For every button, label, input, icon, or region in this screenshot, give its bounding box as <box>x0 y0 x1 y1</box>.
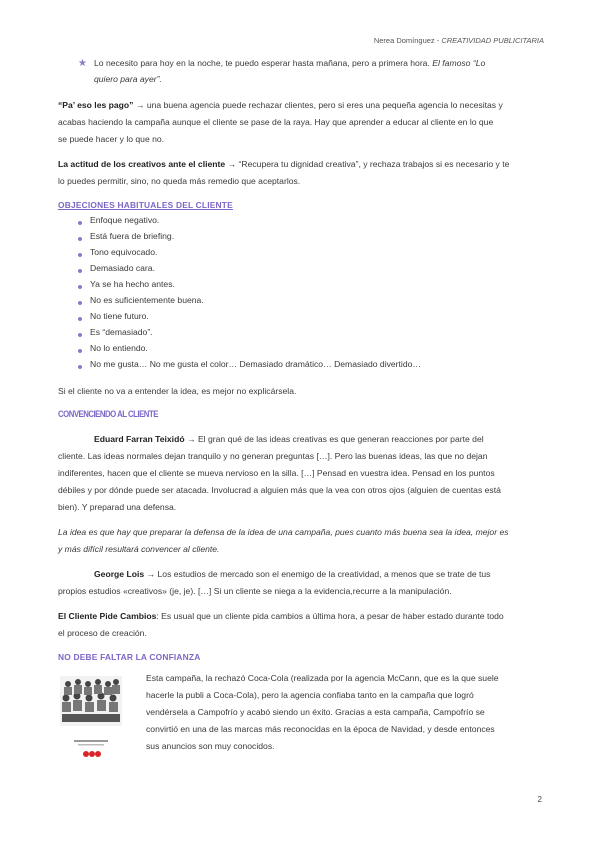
list-item: Es “demasiado”. <box>90 327 153 337</box>
bullet-icon <box>78 317 82 321</box>
list-item: Demasiado cara. <box>90 263 155 273</box>
list-item: Está fuera de briefing. <box>90 231 175 241</box>
farran-line2: cliente. Las ideas normales dejan tranquilo y no generan preguntas […]. Pero las buenas ideas, las que no dejan <box>58 451 488 461</box>
cambios-line1: El Cliente Pide Cambios: Es usual que un cliente pida cambios a última hora, a pesar de haber estado durante todo <box>58 611 504 621</box>
list-item: Ya se ha hecho antes. <box>90 279 175 289</box>
star-item-line1: Lo necesito para hoy en la noche, te puedo esperar hasta mañana, pero a primera hora. El famoso “Lo <box>94 58 486 68</box>
pa-eso-line3: se puede hacer y lo que no. <box>58 134 165 144</box>
running-header <box>374 36 544 45</box>
star-item-line2: quiero para ayer”. <box>94 74 162 84</box>
confianza-line1: Esta campaña, la rechazó Coca-Cola (realizada por la agencia McCann, que es la que suele <box>146 673 499 683</box>
actitud-line2: lo puedes permitir, sino, no queda más remedio que aceptarlos. <box>58 176 301 186</box>
bullet-icon <box>78 269 82 273</box>
farran-line1: Eduard Farran Teixidó → El gran qué de las ideas creativas es que generan reacciones por parte del <box>94 434 484 444</box>
list-item: No lo entiendo. <box>90 343 148 353</box>
bullet-icon <box>78 333 82 337</box>
bullet-icon <box>78 221 82 225</box>
star-icon: ★ <box>78 58 87 69</box>
italic-summary-line1: La idea es que hay que preparar la defensa de la idea de una campaña, pues cuanto más buena sea la idea, mejor es <box>58 527 509 537</box>
header-subject: CREATIVIDAD PUBLICITARIA <box>441 36 544 45</box>
page-number: 2 <box>537 795 542 804</box>
star-bullet-item <box>78 55 87 72</box>
confianza-line5: sus anuncios son muy conocidos. <box>146 741 275 751</box>
campaign-poster-image <box>58 668 124 762</box>
header-author: Nerea Domínguez - <box>373 36 442 45</box>
bullet-icon <box>78 253 82 257</box>
farran-line3: indiferentes, hacen que el cliente se mueva nervioso en la silla. […] Pensad en vuestra idea. Pensad en los puntos <box>58 468 495 478</box>
bullet-icon <box>78 301 82 305</box>
bullet-icon <box>78 365 82 369</box>
bullet-icon <box>78 285 82 289</box>
section-heading-convenciendo: CONVENCIENDO AL CLIENTE <box>58 409 158 420</box>
confianza-line2: hacerle la publi a Coca-Cola), pero la agencia confiaba tanto en la campaña que logró <box>146 690 474 700</box>
pa-eso-line2: acabas haciendo la campaña aunque el cliente se pase de la raya. Hay que aprender a educar al cliente en lo que <box>58 117 494 127</box>
bullet-icon <box>78 237 82 241</box>
cambios-line2: el proceso de creación. <box>58 628 147 638</box>
lois-line2: propios estudios «creativos» (je, je). […] Si un cliente se niega a la evidencia,recurre a la manipulación. <box>58 586 452 596</box>
confianza-line4: convirtió en una de las marcas más reconocidas en la época de Navidad, y desde entonces <box>146 724 495 734</box>
list-item: No es suficientemente buena. <box>90 295 204 305</box>
objeciones-closing: Si el cliente no va a entender la idea, es mejor no explicársela. <box>58 386 297 396</box>
italic-summary-line2: y más difícil resultará convencer al cliente. <box>58 544 220 554</box>
list-item: No tiene futuro. <box>90 311 149 321</box>
actitud-line1: La actitud de los creativos ante el cliente → “Recupera tu dignidad creativa”, y rechaza trabajos si es necesario y te <box>58 159 510 169</box>
farran-line4: débiles y por dónde puede ser atacada. Involucrad a alguien más que la vea con otros ojos (alguien de cuentas está <box>58 485 501 495</box>
section-heading-objeciones: OBJECIONES HABITUALES DEL CLIENTE <box>58 200 233 210</box>
list-item: Enfoque negativo. <box>90 215 160 225</box>
lois-line1: George Lois → Los estudios de mercado son el enemigo de la creatividad, a menos que se trate de tus <box>94 569 491 579</box>
bullet-icon <box>78 349 82 353</box>
confianza-line3: vendérsela a Campofrío y acabó siendo un éxito. Gracias a esta campaña, Campofrío se <box>146 707 485 717</box>
section-heading-confianza: NO DEBE FALTAR LA CONFIANZA <box>58 652 201 662</box>
list-item: No me gusta… No me gusta el color… Demasiado dramático… Demasiado divertido… <box>90 359 421 369</box>
list-item: Tono equivocado. <box>90 247 158 257</box>
farran-line5: bien). Y preparad una defensa. <box>58 502 177 512</box>
pa-eso-line1: “Pa’ eso les pago” → una buena agencia puede rechazar clientes, pero si eres una pequeña agencia lo necesitas y <box>58 100 503 110</box>
